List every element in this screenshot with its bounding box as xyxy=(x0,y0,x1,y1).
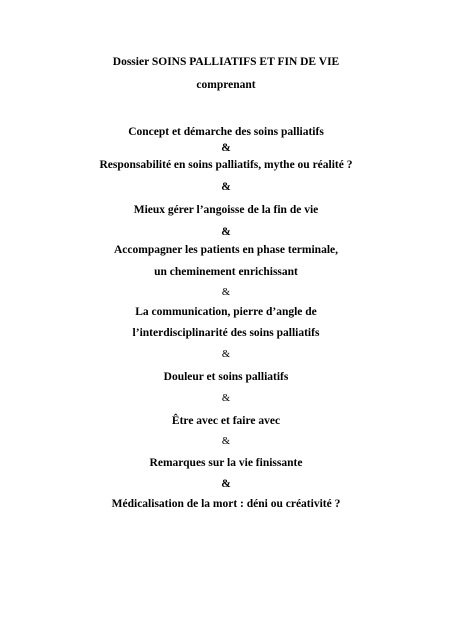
topic-concept: Concept et démarche des soins palliatifs xyxy=(128,126,324,138)
document-title: Dossier SOINS PALLIATIFS ET FIN DE VIE xyxy=(112,56,340,68)
topic-angoisse: Mieux gérer l’angoisse de la fin de vie xyxy=(133,204,319,216)
ampersand-separator: & xyxy=(221,436,231,447)
topic-etre-avec: Être avec et faire avec xyxy=(171,415,281,427)
topic-vie-finissante: Remarques sur la vie finissante xyxy=(149,457,303,469)
ampersand-separator: & xyxy=(221,478,231,490)
topic-accompagner-line1: Accompagner les patients en phase terminale, xyxy=(113,244,338,256)
ampersand-separator: & xyxy=(221,287,231,298)
document-subtitle: comprenant xyxy=(196,79,256,91)
ampersand-separator: & xyxy=(221,181,231,193)
ampersand-separator: & xyxy=(221,349,231,360)
topic-medicalisation: Médicalisation de la mort : déni ou créativité ? xyxy=(111,498,341,510)
topic-douleur: Douleur et soins palliatifs xyxy=(163,371,289,383)
ampersand-separator: & xyxy=(221,142,231,154)
topic-communication-line1: La communication, pierre d’angle de xyxy=(135,306,317,318)
ampersand-separator: & xyxy=(221,226,231,238)
ampersand-separator: & xyxy=(221,393,231,404)
topic-accompagner-line2: un cheminement enrichissant xyxy=(154,266,298,278)
topic-responsabilite: Responsabilité en soins palliatifs, mythe ou réalité ? xyxy=(99,159,353,171)
topic-communication-line2: l’interdisciplinarité des soins palliatifs xyxy=(132,327,320,339)
